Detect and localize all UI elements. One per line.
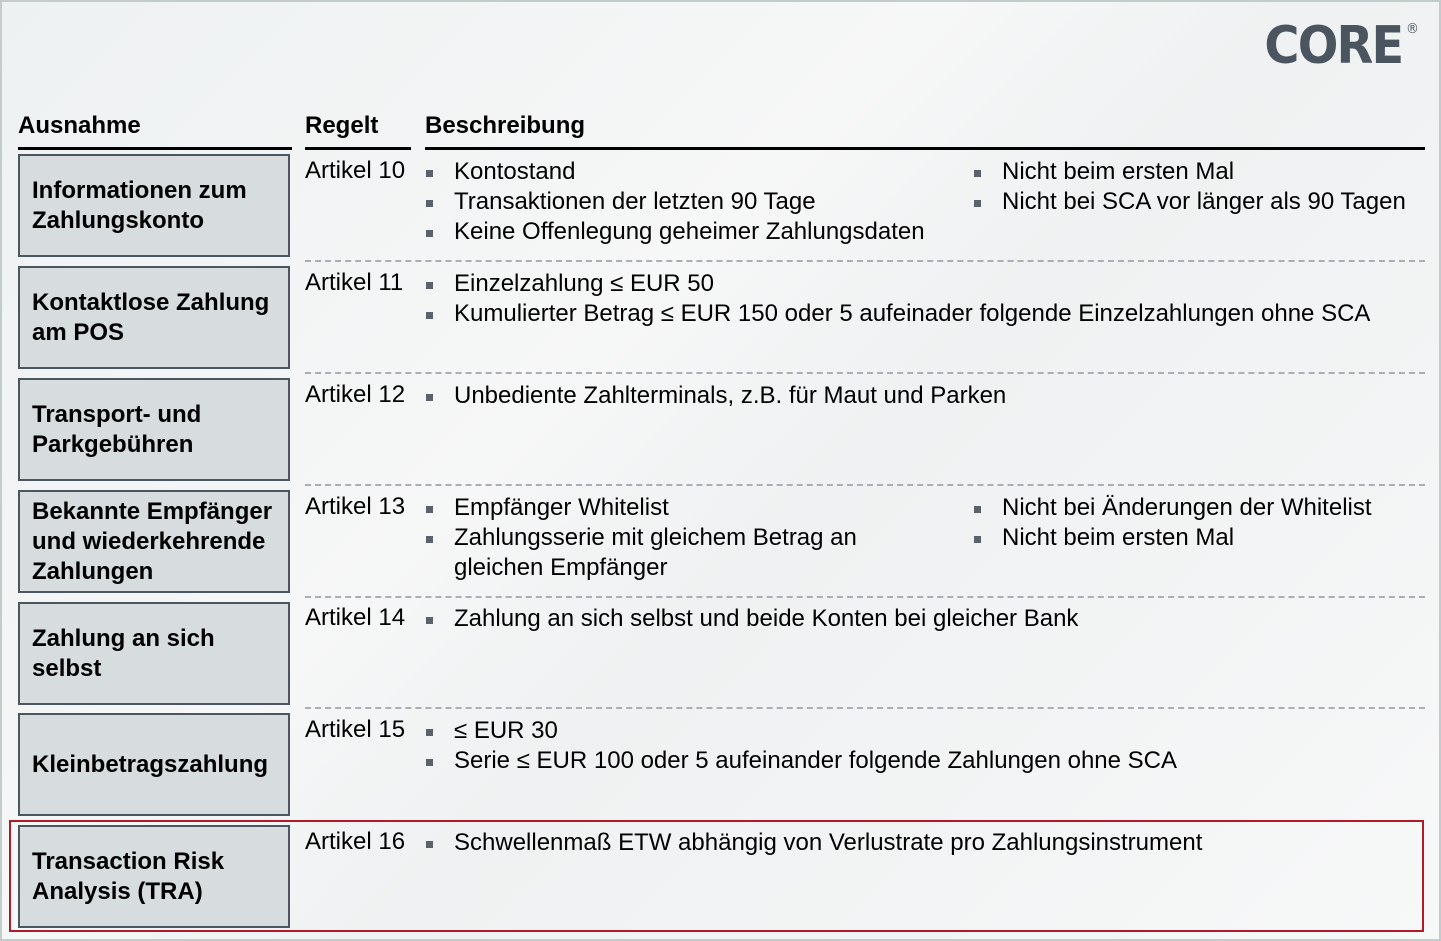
article-label: Artikel 13 bbox=[305, 493, 406, 520]
bullet-item: Nicht beim ersten Mal bbox=[973, 157, 1406, 187]
condition-list bbox=[973, 157, 1406, 217]
slide bbox=[2, 2, 1439, 939]
article-label: Artikel 16 bbox=[305, 828, 406, 855]
row-divider bbox=[305, 596, 1425, 598]
header-regelt: Regelt bbox=[305, 112, 379, 139]
bullet-item: Kumulierter Betrag ≤ EUR 150 oder 5 aufeinader folgende Einzelzahlungen ohne SCA bbox=[425, 299, 1370, 329]
header-underline bbox=[425, 147, 1425, 150]
bullet-item: Einzelzahlung ≤ EUR 50 bbox=[425, 269, 1370, 299]
bullet-item: Nicht bei SCA vor länger als 90 Tagen bbox=[973, 187, 1406, 217]
description-list bbox=[425, 828, 1202, 858]
core-logo: CORE ® bbox=[1264, 16, 1419, 76]
bullet-item: ≤ EUR 30 bbox=[425, 716, 1177, 746]
description-list bbox=[425, 381, 1006, 411]
exception-box: Informationen zum Zahlungskonto bbox=[18, 154, 290, 257]
description-list bbox=[425, 716, 1177, 776]
exception-box: Bekannte Empfänger und wiederkehrende Zahlungen bbox=[18, 490, 290, 593]
article-label: Artikel 15 bbox=[305, 716, 406, 743]
description-list bbox=[425, 269, 1370, 329]
header-beschreibung: Beschreibung bbox=[425, 112, 586, 139]
row-divider bbox=[305, 260, 1425, 262]
bullet-item: Zahlungsserie mit gleichem Betrag an gleichen Empfänger bbox=[425, 523, 895, 583]
article-label: Artikel 14 bbox=[305, 604, 406, 631]
bullet-item: Zahlung an sich selbst und beide Konten bei gleicher Bank bbox=[425, 604, 1078, 634]
condition-list bbox=[973, 493, 1372, 553]
header-underline bbox=[305, 147, 411, 150]
bullet-item: Empfänger Whitelist bbox=[425, 493, 895, 523]
header-ausnahme: Ausnahme bbox=[18, 112, 141, 139]
bullet-item: Unbediente Zahlterminals, z.B. für Maut und Parken bbox=[425, 381, 1006, 411]
exception-box: Kleinbetragszahlung bbox=[18, 713, 290, 816]
row-divider bbox=[305, 484, 1425, 486]
article-label: Artikel 12 bbox=[305, 381, 406, 408]
bullet-item: Nicht bei Änderungen der Whitelist bbox=[973, 493, 1372, 523]
exception-box: Kontaktlose Zahlung am POS bbox=[18, 266, 290, 369]
article-label: Artikel 10 bbox=[305, 157, 406, 184]
description-list bbox=[425, 493, 895, 583]
row-divider bbox=[305, 707, 1425, 709]
row-divider bbox=[305, 372, 1425, 374]
article-label: Artikel 11 bbox=[305, 269, 404, 296]
header-underline bbox=[18, 147, 292, 150]
bullet-item: Nicht beim ersten Mal bbox=[973, 523, 1372, 553]
description-list bbox=[425, 604, 1078, 634]
bullet-item: Serie ≤ EUR 100 oder 5 aufeinander folgende Zahlungen ohne SCA bbox=[425, 746, 1177, 776]
exception-box: Zahlung an sich selbst bbox=[18, 602, 290, 705]
exception-box: Transport- und Parkgebühren bbox=[18, 378, 290, 481]
bullet-item: Keine Offenlegung geheimer Zahlungsdaten bbox=[425, 217, 925, 247]
description-list bbox=[425, 157, 925, 247]
exception-box: Transaction Risk Analysis (TRA) bbox=[18, 825, 290, 928]
bullet-item: Schwellenmaß ETW abhängig von Verlustrate pro Zahlungsinstrument bbox=[425, 828, 1202, 858]
bullet-item: Kontostand bbox=[425, 157, 925, 187]
bullet-item: Transaktionen der letzten 90 Tage bbox=[425, 187, 925, 217]
